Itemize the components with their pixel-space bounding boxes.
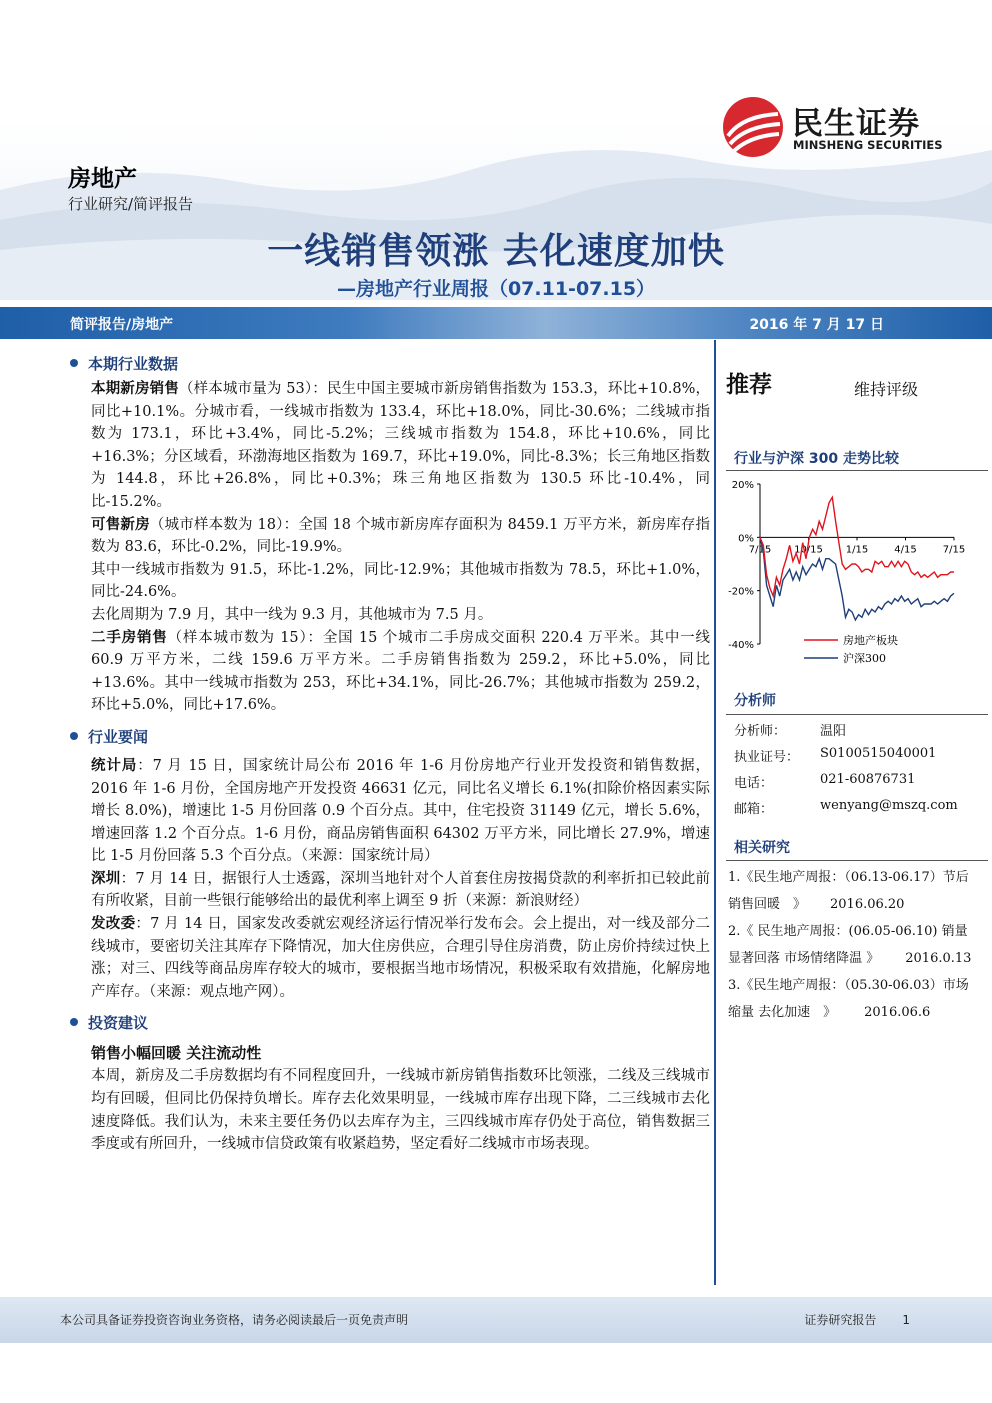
bullet-dot-icon bbox=[70, 732, 78, 740]
brand-name-cn: 民生证券 bbox=[792, 106, 920, 142]
y-tick-label: 0% bbox=[738, 533, 754, 545]
y-tick-label: 20% bbox=[731, 480, 754, 491]
industry-label: 房地产 bbox=[68, 166, 137, 192]
related-item[interactable]: 3.《民生地产周报：（05.30-06.03）市场 bbox=[728, 978, 969, 993]
paragraph-news-shenzhen: 深圳：7 月 14 日，据银行人士透露，深圳当地针对个人首套住房按揭贷款的利率折扣已较此前有所收紧，目前一些银行能够给出的最优利率上调至 9 折（来源：新浪财经） bbox=[91, 870, 711, 910]
rating-note: 维持评级 bbox=[854, 380, 919, 399]
advice-headline: 销售小幅回暖 关注流动性 bbox=[91, 1044, 262, 1063]
paragraph-news-stats-bureau: 统计局：7 月 15 日，国家统计局公布 2016 年 1-6 月份房地产行业开发投资和销售数据，2016 年 1-6 月份，全国房地产开发投资 46631 亿元，同比名义增长 6.1%(扣除价格因素实际增长 8.0%)，增速比 1-5 月份回落 0.9 个百分点。其中，住宅投资 31149 亿元，增长 5.6%，增速回落 1.2 个百分点。1-6 月份，商品房销售面积 64302 万平方米，同比增长 27.9%，增速比 1-5 月份回落 5.3 个百分点。（来源：国家统计局） bbox=[91, 757, 710, 865]
bullet-dot-icon bbox=[70, 359, 78, 367]
main-column bbox=[70, 350, 710, 1156]
related-item[interactable]: 1.《民生地产周报：（06.13-06.17）节后 bbox=[728, 870, 969, 885]
report-title: 一线销售领涨 去化速度加快 bbox=[267, 231, 725, 272]
paragraph-news-ndrc: 发改委：7 月 14 日，国家发改委就宏观经济运行情况举行发布会。会上提出，对一线及部分二线城市，要密切关注其库存下降情况，加大住房供应，合理引导住房消费，防止房价持续过快上涨；对三、四线等商品房库存较大的城市，要根据当地市场情况，积极采取有效措施，化解房地产库存。（来源：观点地产网）。 bbox=[91, 916, 710, 1000]
minsheng-swoosh-logo-icon bbox=[722, 96, 784, 158]
analyst-heading-rule bbox=[726, 714, 988, 715]
analyst-email-link[interactable]: wenyang@mszq.com bbox=[820, 798, 958, 813]
column-divider bbox=[714, 340, 716, 1285]
bullet-dot-icon bbox=[70, 1018, 78, 1026]
related-heading-rule bbox=[726, 860, 988, 861]
header-band bbox=[0, 307, 992, 339]
section-heading-news: 行业要闻 bbox=[70, 723, 710, 751]
trend-chart bbox=[726, 476, 988, 676]
page-footer bbox=[0, 1297, 992, 1343]
paragraph-second-hand: 二手房销售（样本城市数为 15）：全国 15 个城市二手房成交面积 220.4 万平米。其中一线 60.9 万平方米，二线 159.6 万平方米。二手房销售指数为 259.2，环比+5.0%，同比+13.6%。其中一线城市指数为 253，环比+34.1%，同比-26.7%；其他城市指数为 259.2，环比+5.0%，同比+17.6%。 bbox=[91, 629, 710, 714]
section-heading-advice: 投资建议 bbox=[70, 1009, 710, 1037]
related-list: 1.《民生地产周报：（06.13-06.17）节后 销售回暖 》 2016.06.20 2.《 民生地产周报：(06.05-06.10) 销量 显著回落 市场情绪降温 》 2016.0.13 3.《民生地产周报：（05.30-06.03）市场 缩量 去化加速 》 2016.06.6 bbox=[728, 864, 990, 1026]
chart-heading: 行业与沪深 300 走势比较 bbox=[734, 451, 899, 467]
x-tick-label: 10/15 bbox=[794, 544, 823, 556]
legend-label: 房地产板块 bbox=[843, 634, 898, 647]
related-item[interactable]: 2.《 民生地产周报：(06.05-06.10) 销量 bbox=[728, 924, 968, 939]
y-tick-label: -20% bbox=[728, 586, 754, 598]
section-heading-data: 本期行业数据 bbox=[70, 350, 710, 378]
band-category: 简评报告/房地产 bbox=[70, 317, 174, 333]
paragraph-inventory: 可售新房（城市样本数为 18）：全国 18 个城市新房库存面积为 8459.1 万平方米，新房库存指数为 83.6，环比-0.2%，同比-19.9%。 bbox=[91, 516, 710, 556]
brand-logo bbox=[722, 98, 952, 154]
chart-heading-rule bbox=[726, 470, 988, 471]
paragraph-destocking-cycle: 去化周期为 7.9 月，其中一线为 9.3 月，其他城市为 7.5 月。 bbox=[91, 606, 493, 623]
x-tick-label: 4/15 bbox=[894, 544, 917, 556]
page-number: 1 bbox=[902, 1313, 910, 1327]
brand-name-en: MINSHENG SECURITIES bbox=[793, 138, 943, 152]
paragraph-new-sales: 本期新房销售（样本城市量为 53）：民生中国主要城市新房销售指数为 153.3，环比+10.8%，同比+10.1%。分城市看，一线城市指数为 133.4，环比+18.0%，同比-30.6%；二线城市指数为 173.1，环比+3.4%，同比-5.2%；三线城市指数为 154.8，环比+10.6%，同比+16.3%；分区域看，环渤海地区指数为 169.7，环比+19.0%，同比-8.3%；长三角地区指数为 144.8，环比+26.8%，同比+0.3%；珠三角地区指数为 130.5 环比-10.4%，同比-15.2%。 bbox=[91, 381, 711, 510]
analyst-email-row: 邮箱： wenyang@mszq.com bbox=[734, 798, 958, 817]
footer-label: 证券研究报告 1 bbox=[804, 1313, 910, 1327]
legend-label: 沪深300 bbox=[843, 652, 886, 665]
report-type: 行业研究/简评报告 bbox=[68, 195, 194, 213]
y-tick-label: -40% bbox=[728, 640, 754, 651]
paragraph-advice: 本周，新房及二手房数据均有不同程度回升，一线城市新房销售指数环比领涨，二线及三线城市均有回暖，但同比仍保持负增长。库存去化效果明显，一线城市库存出现下降，二三线城市去化速度降低。我们认为，未来主要任务仍以去库存为主，三四线城市库存仍处于高位，销售数据三季度或有所回升，一线城市信贷政策有收紧趋势，坚定看好二线城市市场表现。 bbox=[91, 1068, 710, 1153]
paragraph-inventory-tiers: 其中一线城市指数为 91.5，环比-1.2%，同比-12.9%；其他城市指数为 78.5，环比+1.0%，同比-24.6%。 bbox=[91, 561, 710, 601]
footer-disclaimer: 本公司具备证券投资咨询业务资格，请务必阅读最后一页免责声明 bbox=[60, 1313, 409, 1327]
analyst-phone-row: 电话： 021-60876731 bbox=[734, 772, 916, 791]
analyst-heading: 分析师 bbox=[734, 693, 776, 709]
x-tick-label: 7/15 bbox=[748, 544, 772, 556]
x-tick-label: 7/15 bbox=[942, 544, 966, 556]
report-subtitle: —房地产行业周报（07.11-07.15） bbox=[336, 278, 656, 300]
analyst-license-row: 执业证号： S0100515040001 bbox=[734, 746, 937, 765]
rating: 推荐 bbox=[726, 372, 772, 398]
analyst-name-row: 分析师： 温阳 bbox=[734, 724, 847, 739]
related-heading: 相关研究 bbox=[734, 840, 790, 856]
report-date: 2016 年 7 月 17 日 bbox=[749, 317, 884, 333]
x-tick-label: 1/15 bbox=[845, 544, 869, 556]
